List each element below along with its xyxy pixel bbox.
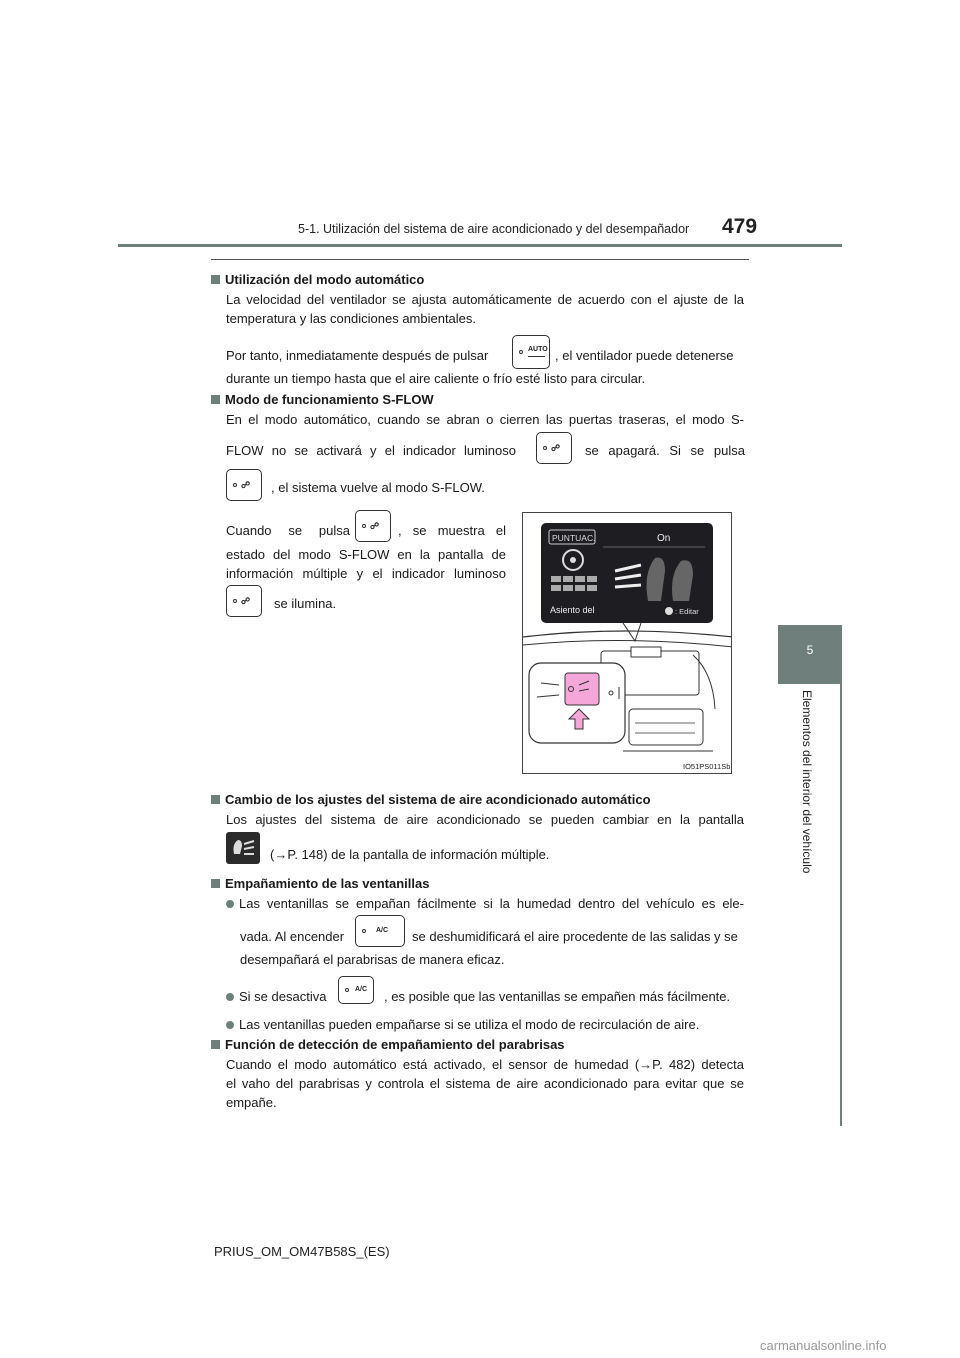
watermark: carmanualsonline.info xyxy=(760,1338,887,1353)
bullet-icon xyxy=(226,1021,234,1029)
header-rule xyxy=(118,244,842,247)
heading-marker-icon xyxy=(211,1040,220,1049)
auto-mode-text-3b: , el ventilador puede detenerse xyxy=(555,348,734,363)
bullet-icon xyxy=(226,993,234,1001)
fogging-bullet-1-line-1: Las ventanillas se empañan fácilmente si la humedad dentro del vehículo es ele- xyxy=(226,894,744,913)
ac-button-icon: A/C xyxy=(338,976,374,1004)
sflow-text-1: En el modo automático, cuando se abran o cierren las puertas traseras, el modo S- xyxy=(226,412,744,427)
fogging-bullet-2b: , es posible que las ventanillas se empañen más fácilmente. xyxy=(384,989,731,1004)
sflow-button-icon: ☍ xyxy=(226,469,262,501)
ac-button-icon: A/C xyxy=(355,915,405,947)
sflow-text-6: información múltiple y el indicador luminoso xyxy=(226,566,506,581)
dashboard-illustration xyxy=(523,513,732,774)
auto-button-icon: AUTO xyxy=(512,335,550,369)
auto-mode-text-4: durante un tiempo hasta que el aire caliente o frío esté listo para circular. xyxy=(226,371,646,386)
figure-code: IO51PS011Sb xyxy=(683,762,731,771)
model-code: PRIUS_OM_OM47B58S_(ES) xyxy=(214,1244,390,1259)
chapter-number: 5 xyxy=(806,643,814,657)
display-tag: PUNTUAC. xyxy=(552,533,596,543)
fogging-bullet-3: Las ventanillas pueden empañarse si se utiliza el modo de recirculación de aire. xyxy=(226,1015,699,1034)
sflow-button-icon: ☍ xyxy=(536,432,572,464)
heading-fogging: Empañamiento de las ventanillas xyxy=(211,874,429,893)
sflow-text-3: , el sistema vuelve al modo S-FLOW. xyxy=(271,480,485,495)
heading-marker-icon xyxy=(211,395,220,404)
display-status: On xyxy=(657,533,671,544)
sflow-text-7: se ilumina. xyxy=(274,596,337,611)
sflow-settings-icon xyxy=(226,832,260,864)
sflow-text-4a: Cuando se pulsa xyxy=(226,523,350,538)
auto-mode-text-1: La velocidad del ventilador se ajusta automáticamente de acuerdo con el ajuste de la xyxy=(226,292,744,307)
auto-mode-text-2: temperatura y las condiciones ambientales. xyxy=(226,311,477,326)
heading-auto-mode: Utilización del modo automático xyxy=(211,270,424,289)
fogging-bullet-2a: Si se desactiva xyxy=(226,987,326,1006)
heading-fog-detection: Función de detección de empañamiento del parabrisas xyxy=(211,1035,565,1054)
bullet-icon xyxy=(226,900,234,908)
sflow-text-2b: se apagará. Si se pulsa xyxy=(585,443,745,458)
fogging-bullet-1-line-3: desempañará el parabrisas de manera eficaz. xyxy=(240,952,505,967)
sflow-indicator-highlight xyxy=(565,673,599,705)
sflow-button-icon: ☍ xyxy=(226,585,262,617)
sflow-text-5: estado del modo S-FLOW en la pantalla de xyxy=(226,547,506,562)
chapter-title: Elementos del interior del vehículo xyxy=(800,690,814,874)
heading-sflow: Modo de funcionamiento S-FLOW xyxy=(211,390,434,409)
display-edit-label: : Editar xyxy=(675,607,699,616)
fogging-bullet-1-line-2a: vada. Al encender xyxy=(240,929,345,944)
change-settings-text-1: Los ajustes del sistema de aire acondicionado se pueden cambiar en la pantalla xyxy=(226,812,744,827)
chapter-tab xyxy=(778,625,842,684)
sflow-button-icon: ☍ xyxy=(355,510,391,542)
chapter-rule xyxy=(840,684,842,1126)
auto-mode-text-3a: Por tanto, inmediatamente después de pulsar xyxy=(226,348,489,363)
heading-marker-icon xyxy=(211,795,220,804)
sflow-text-4b: , se muestra el xyxy=(398,523,506,538)
section-title: 5-1. Utilización del sistema de aire acondicionado y del desempañador xyxy=(298,222,690,236)
display-caption: Asiento del xyxy=(550,605,595,615)
sflow-text-2a: FLOW no se activará y el indicador luminoso xyxy=(226,443,516,458)
change-settings-text-2: (→P. 148) de la pantalla de información múltiple. xyxy=(270,847,550,862)
fogging-bullet-1-line-2b: se deshumidificará el aire procedente de las salidas y se xyxy=(412,929,738,944)
page-number: 479 xyxy=(722,215,758,238)
heading-marker-icon xyxy=(211,275,220,284)
fog-detection-text-3: empañe. xyxy=(226,1095,277,1110)
fog-detection-text-1: Cuando el modo automático está activado, el sensor de humedad (→P. 482) detecta xyxy=(226,1057,744,1072)
fog-detection-text-2: el vaho del parabrisas y controla el sistema de aire acondicionado para evitar que se xyxy=(226,1076,744,1091)
sflow-display-figure xyxy=(522,512,732,774)
heading-marker-icon xyxy=(211,879,220,888)
heading-change-settings: Cambio de los ajustes del sistema de aire acondicionado automático xyxy=(211,790,651,809)
content-top-rule xyxy=(211,259,749,260)
